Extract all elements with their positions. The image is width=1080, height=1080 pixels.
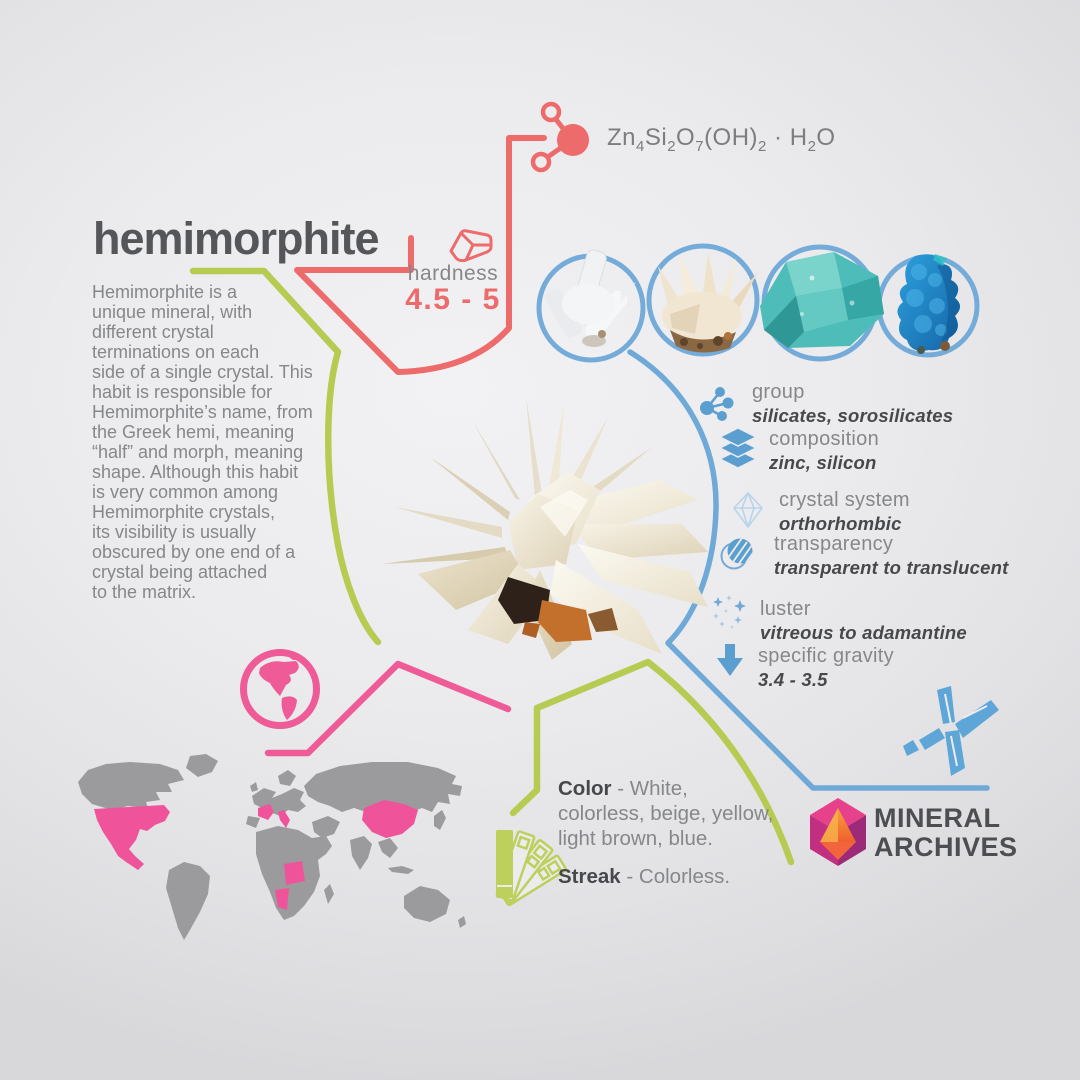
color-line: Color - White, [558,777,688,800]
property-value: vitreous to adamantine [760,622,967,643]
property-label: crystal system [779,489,910,511]
physical-properties [558,776,828,889]
description-line: terminations on each [92,342,260,362]
color-line: colorless, beige, yellow, [558,802,774,825]
property-composition [769,428,879,474]
description-line: is very common among [92,482,279,502]
globe-icon [234,644,326,736]
property-label: composition [769,428,880,450]
description-line: different crystal [92,322,214,342]
property-label: specific gravity [758,645,894,667]
brand-line-1: MINERAL [874,803,1001,833]
description [92,282,313,602]
property-value: silicates, sorosilicates [752,405,954,426]
property-crystal-system [779,489,910,535]
map-highlight-congo [284,861,305,885]
hardness-value: 4.5 - 5 [405,283,501,316]
map-madagascar [324,884,334,904]
brand-name [874,804,1018,862]
description-line: obscured by one end of a [92,542,296,562]
property-value: 3.4 - 3.5 [758,669,828,690]
description-line: its visibility is usually [92,522,257,542]
map-se-asia [378,838,398,858]
crystal-cluster-icon [893,684,1008,784]
map-new-zealand [458,916,466,928]
page-title: hemimorphite [93,213,379,264]
molecule-red-icon [524,100,604,180]
map-canada [78,762,184,810]
color-line: light brown, blue. [558,827,713,850]
octahedron-icon [733,492,765,530]
brand-gem-logo [806,796,870,868]
property-value: zinc, silicon [769,452,877,473]
map-iberia [246,816,260,828]
map-south-america [166,862,210,940]
map-greenland [186,754,218,777]
chemical-formula: $Zn_4Si_2O_7(OH)_2 \cdot H_2O$ [607,124,836,155]
specimen-photo-turquoise [752,248,892,353]
description-line: shape. Although this habit [92,462,299,482]
streak-line: Streak - Colorless. [558,865,731,888]
map-india [350,836,372,870]
hardness-label: hardness [407,262,499,285]
streak-label: Streak [558,865,621,888]
specimen-photo-beige [640,244,770,359]
gem-outline-icon [446,224,498,266]
property-luster [760,598,967,644]
sparkles-icon [710,594,752,636]
description-line: to the matrix. [92,582,197,602]
property-transparency [774,533,1008,579]
description-line: crystal being attached [92,562,268,582]
specimen-photo-white [536,246,646,366]
molecule-icon [698,386,738,426]
map-japan [434,810,446,830]
property-label: transparency [774,533,894,555]
map-uk [250,782,258,792]
property-specific-gravity [758,645,894,691]
map-highlight-italy [278,810,290,828]
map-indonesia [388,866,414,874]
specimen-photo-blue [885,250,980,360]
property-label: luster [760,598,811,620]
property-value: transparent to translucent [774,557,1009,578]
property-label: group [752,381,805,403]
description-line: unique mineral, with [92,302,253,322]
map-highlight-usa-mexico [94,805,170,870]
property-group [752,381,953,427]
map-scandinavia [278,770,296,786]
world-map [72,752,492,947]
color-label: Color [558,777,612,800]
description-line: “half” and morph, meaning [92,442,304,462]
description-line: Hemimorphite’s name, from [92,402,313,422]
description-line: Hemimorphite is a [92,282,238,302]
description-line: side of a single crystal. This [92,362,313,382]
map-middle-east [312,816,340,838]
map-australia [404,886,450,922]
description-line: habit is responsible for [92,382,273,402]
lens-icon [720,536,760,574]
description-line: Hemimorphite crystals, [92,502,276,522]
arrow-down-icon [717,644,745,680]
layers-icon [720,428,760,470]
brand-line-2: ARCHIVES [874,832,1018,862]
property-value: orthorhombic [779,513,902,534]
central-specimen-photo [360,372,720,662]
description-line: the Greek hemi, meaning [92,422,295,442]
